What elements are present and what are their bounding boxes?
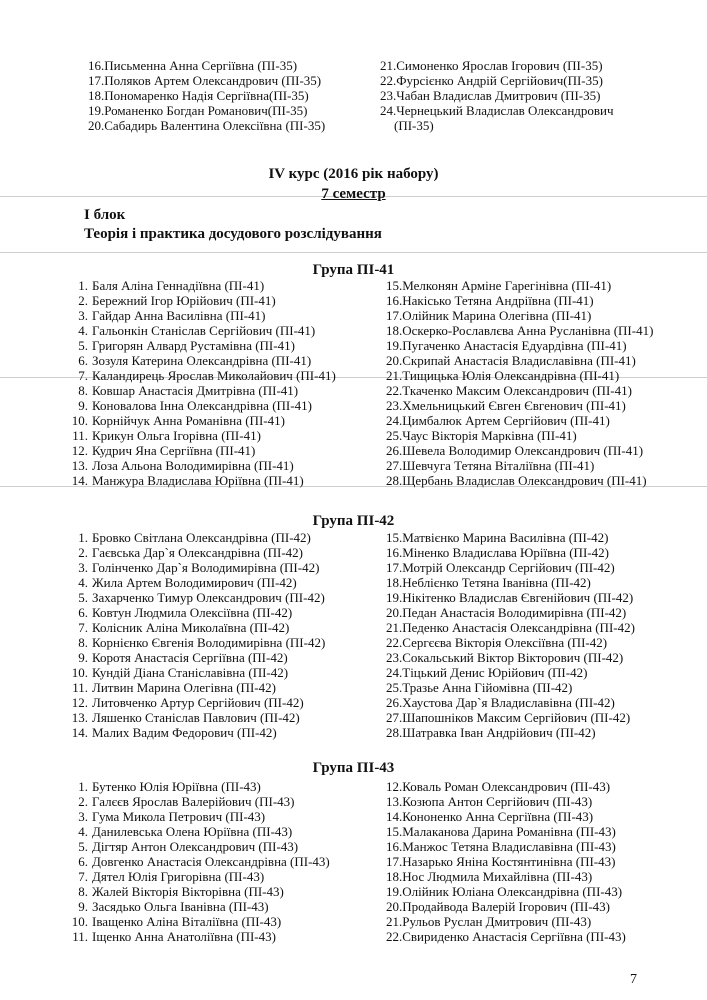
list-item: [70, 575, 325, 590]
group-list-left: [70, 278, 336, 488]
item-number: 6.: [78, 353, 88, 368]
item-number: 1.: [78, 779, 88, 794]
item-number: 4.: [78, 575, 88, 590]
list-item: [70, 914, 330, 929]
student-name: Бережний Ігор Юрійович (ПІ-41): [92, 293, 276, 308]
student-name: Засядько Ольга Іванівна (ПІ-43): [92, 899, 269, 914]
list-item: 19.Романенко Богдан Романович(ПІ-35): [88, 103, 308, 118]
list-item: 27.Шевчуга Тетяна Віталіївна (ПІ-41): [386, 458, 595, 473]
subject-title: Теорія і практика досудового розслідування: [84, 226, 382, 242]
list-item: 23.Сокальський Віктор Вікторович (ПІ-42): [386, 650, 624, 665]
list-item: [70, 398, 336, 413]
item-number: 9.: [78, 899, 88, 914]
list-item: 27.Шапошніков Максим Сергійович (ПІ-42): [386, 710, 631, 725]
list-item: 17.Поляков Артем Олександрович (ПІ-35): [88, 73, 322, 88]
group-list-left: [70, 530, 325, 740]
item-number: 2.: [78, 794, 88, 809]
student-name: Іващенко Аліна Віталіївна (ПІ-43): [92, 914, 282, 929]
item-number: 12.: [71, 443, 88, 458]
list-item: 21.Рульов Руслан Дмитрович (ПІ-43): [386, 914, 592, 929]
semester-title: 7 семестр: [321, 186, 386, 202]
list-item: [70, 293, 336, 308]
list-item: [70, 428, 336, 443]
list-item: 15.Матвієнко Марина Василівна (ПІ-42): [386, 530, 609, 545]
list-item: [70, 665, 325, 680]
item-number: 11.: [72, 428, 88, 443]
student-name: Корнійчук Анна Романівна (ПІ-41): [92, 413, 285, 428]
list-item: 23.Чабан Владислав Дмитрович (ПІ-35): [380, 88, 601, 103]
student-name: Коротя Анастасія Сергіївна (ПІ-42): [92, 650, 288, 665]
list-item: 16.Міненко Владислава Юріївна (ПІ-42): [386, 545, 609, 560]
list-item: [70, 308, 336, 323]
student-name: Бровко Світлана Олександрівна (ПІ-42): [92, 530, 311, 545]
student-name: Колісник Аліна Миколаївна (ПІ-42): [92, 620, 290, 635]
block-heading: [84, 206, 382, 244]
list-item: [70, 368, 336, 383]
student-name: Зозуля Катерина Олександрівна (ПІ-41): [92, 353, 312, 368]
list-item: 26.Хаустова Дар`я Владиславівна (ПІ-42): [386, 695, 615, 710]
list-item: 15.Мелконян Арміне Гарегінівна (ПІ-41): [386, 278, 612, 293]
list-item: 17.Олійник Марина Олегівна (ПІ-41): [386, 308, 592, 323]
group-title: Група ПІ-41: [312, 262, 395, 278]
student-name: Каландирець Ярослав Миколайович (ПІ-41): [92, 368, 336, 383]
list-item: 15.Малаканова Дарина Романівна (ПІ-43): [386, 824, 616, 839]
item-number: 3.: [78, 809, 88, 824]
list-item: 28.Шатравка Іван Андрійович (ПІ-42): [386, 725, 596, 740]
list-item: 20.Продайвода Валерій Ігорович (ПІ-43): [386, 899, 610, 914]
student-name: Ковшар Анастасія Дмитрівна (ПІ-41): [92, 383, 299, 398]
student-name: Гайдар Анна Василівна (ПІ-41): [92, 308, 266, 323]
student-name: Іщенко Анна Анатоліївна (ПІ-43): [92, 929, 276, 944]
item-number: 9.: [78, 650, 88, 665]
list-item: 19.Олійник Юліана Олександрівна (ПІ-43): [386, 884, 623, 899]
student-name: Коновалова Інна Олександрівна (ПІ-41): [92, 398, 312, 413]
item-number: 5.: [78, 590, 88, 605]
student-name: Кундій Діана Станіславівна (ПІ-42): [92, 665, 289, 680]
item-number: 7.: [78, 368, 88, 383]
student-name: Крикун Ольга Ігорівна (ПІ-41): [92, 428, 261, 443]
student-name: Баля Аліна Геннадіївна (ПІ-41): [92, 278, 265, 293]
student-name: Бутенко Юлія Юріївна (ПІ-43): [92, 779, 261, 794]
student-name: Ляшенко Станіслав Павлович (ПІ-42): [92, 710, 300, 725]
list-item: [70, 854, 330, 869]
list-item: 24.Цимбалюк Артем Сергійович (ПІ-41): [386, 413, 610, 428]
scan-artifact: [0, 252, 707, 253]
list-item: 18.Неблієнко Тетяна Іванівна (ПІ-42): [386, 575, 591, 590]
item-number: 2.: [78, 293, 88, 308]
student-name: Галєєв Ярослав Валерійович (ПІ-43): [92, 794, 295, 809]
student-name: Малих Вадим Федорович (ПІ-42): [92, 725, 277, 740]
list-item: 25.Тразье Анна Гійомівна (ПІ-42): [386, 680, 573, 695]
student-name: Дігтяр Антон Олександрович (ПІ-43): [92, 839, 299, 854]
list-item: [70, 590, 325, 605]
item-number: 5.: [78, 338, 88, 353]
item-number: 3.: [78, 560, 88, 575]
student-name: Манжура Владислава Юріївна (ПІ-41): [92, 473, 304, 488]
student-name: Корнієнко Євгенія Володимирівна (ПІ-42): [92, 635, 326, 650]
list-item: [70, 779, 330, 794]
list-item: 13.Козюпа Антон Сергійович (ПІ-43): [386, 794, 593, 809]
item-number: 14.: [71, 473, 88, 488]
list-item: 26.Шевела Володимир Олександрович (ПІ-41): [386, 443, 644, 458]
list-item: 21.Тищицька Юлія Олександрівна (ПІ-41): [386, 368, 620, 383]
list-item: 16.Письменна Анна Сергіївна (ПІ-35): [88, 58, 298, 73]
list-item: [70, 794, 330, 809]
list-item: 18.Пономаренко Надія Сергіївна(ПІ-35): [88, 88, 309, 103]
list-item: [70, 680, 325, 695]
list-item: 18.Нос Людмила Михайлівна (ПІ-43): [386, 869, 593, 884]
list-item: [70, 635, 325, 650]
list-item: [70, 710, 325, 725]
item-number: 12.: [71, 695, 88, 710]
item-number: 7.: [78, 869, 88, 884]
item-number: 10.: [71, 914, 88, 929]
list-item: [70, 560, 325, 575]
list-item: [70, 620, 325, 635]
list-item: 19.Нікітенко Владислав Євгенійович (ПІ-42): [386, 590, 634, 605]
item-number: 14.: [71, 725, 88, 740]
item-number: 10.: [71, 665, 88, 680]
list-item: 16.Манжос Тетяна Владиславівна (ПІ-43): [386, 839, 616, 854]
item-number: 1.: [78, 530, 88, 545]
page-number: 7: [630, 972, 637, 987]
student-name: Ковтун Людмила Олексіївна (ПІ-42): [92, 605, 293, 620]
list-item: [70, 809, 330, 824]
list-item: [70, 443, 336, 458]
item-number: 5.: [78, 839, 88, 854]
list-item: 20.Сабадирь Валентина Олексіївна (ПІ-35): [88, 118, 326, 133]
list-item: 25.Чаус Вікторія Марківна (ПІ-41): [386, 428, 577, 443]
student-name: Захарченко Тимур Олександрович (ПІ-42): [92, 590, 325, 605]
list-item: [70, 353, 336, 368]
list-item: 22.Сергєєва Вікторія Олексіївна (ПІ-42): [386, 635, 608, 650]
student-name: Дятел Юлія Григорівна (ПІ-43): [92, 869, 265, 884]
list-item: 21.Симоненко Ярослав Ігорович (ПІ-35): [380, 58, 603, 73]
student-name: Григорян Алвард Рустамівна (ПІ-41): [92, 338, 295, 353]
list-item: [70, 839, 330, 854]
item-number: 8.: [78, 383, 88, 398]
list-item: [70, 899, 330, 914]
block-label: І блок: [84, 207, 126, 223]
student-name: Гаєвська Дар`я Олександрівна (ПІ-42): [92, 545, 303, 560]
list-item: 24.Чернецький Владислав Олександрович: [380, 103, 614, 118]
group-list-right: [386, 779, 626, 944]
list-item: 21.Педенко Анастасія Олександрівна (ПІ-42): [386, 620, 635, 635]
list-item: 14.Кононенко Анна Сергіївна (ПІ-43): [386, 809, 594, 824]
list-item: [70, 413, 336, 428]
group-list-left: [70, 779, 330, 944]
list-item: [70, 869, 330, 884]
group-list-right: [386, 278, 653, 488]
top-list-left: [88, 58, 325, 133]
list-item: [70, 338, 336, 353]
item-number: 2.: [78, 545, 88, 560]
list-item: [70, 545, 325, 560]
item-number: 7.: [78, 620, 88, 635]
list-item: 23.Хмельницький Євген Євгенович (ПІ-41): [386, 398, 626, 413]
list-item: 28.Щербань Владислав Олександрович (ПІ-41): [386, 473, 647, 488]
student-name: Голінченко Дар`я Володимирівна (ПІ-42): [92, 560, 320, 575]
course-title: IV курс (2016 рік набору): [268, 166, 439, 182]
student-name: Жалей Вікторія Вікторівна (ПІ-43): [92, 884, 284, 899]
item-number: 6.: [78, 854, 88, 869]
item-number: 10.: [71, 413, 88, 428]
item-number: 13.: [71, 710, 88, 725]
student-name: Данилевська Олена Юріївна (ПІ-43): [92, 824, 293, 839]
list-item: [70, 884, 330, 899]
group-list-right: [386, 530, 635, 740]
item-number: 11.: [72, 680, 88, 695]
student-name: Литовченко Артур Сергійович (ПІ-42): [92, 695, 304, 710]
list-item: 17.Мотрій Олександр Сергійович (ПІ-42): [386, 560, 615, 575]
item-number: 9.: [78, 398, 88, 413]
list-item: [70, 458, 336, 473]
student-name: Гальонкін Станіслав Сергійович (ПІ-41): [92, 323, 316, 338]
list-item: 22.Фурсієнко Андрій Сергійович(ПІ-35): [380, 73, 603, 88]
item-number: 4.: [78, 323, 88, 338]
item-number: 13.: [71, 458, 88, 473]
item-number: 8.: [78, 635, 88, 650]
list-item: [70, 323, 336, 338]
list-item: 16.Накісько Тетяна Андріївна (ПІ-41): [386, 293, 594, 308]
list-item: 24.Тіцький Денис Юрійович (ПІ-42): [386, 665, 588, 680]
group-title: Група ПІ-42: [312, 513, 395, 529]
student-name: Литвин Марина Олегівна (ПІ-42): [92, 680, 276, 695]
list-item: 22.Ткаченко Максим Олександрович (ПІ-41): [386, 383, 632, 398]
list-item: [70, 824, 330, 839]
list-item: 20.Педан Анастасія Володимирівна (ПІ-42): [386, 605, 627, 620]
list-item: 20.Скрипай Анастасія Владиславівна (ПІ-41): [386, 353, 636, 368]
list-item: 18.Оскерко-Рославлєва Анна Русланівна (ПІ-41): [386, 323, 654, 338]
list-item: [70, 650, 325, 665]
list-item: [70, 473, 336, 488]
list-item: [70, 383, 336, 398]
list-item: [70, 725, 325, 740]
list-item: [70, 929, 330, 944]
item-number: 3.: [78, 308, 88, 323]
student-name: Жила Артем Володимирович (ПІ-42): [92, 575, 297, 590]
student-name: Лоза Альона Володимирівна (ПІ-41): [92, 458, 294, 473]
list-item: 22.Свириденко Анастасія Сергіївна (ПІ-43): [386, 929, 626, 944]
list-item: [70, 695, 325, 710]
group-title: Група ПІ-43: [312, 760, 395, 776]
student-name: Довгенко Анастасія Олександрівна (ПІ-43): [92, 854, 330, 869]
item-number: 6.: [78, 605, 88, 620]
list-item: 12.Коваль Роман Олександрович (ПІ-43): [386, 779, 611, 794]
student-name: Кудрич Яна Сергіївна (ПІ-41): [92, 443, 256, 458]
student-name: Гума Микола Петрович (ПІ-43): [92, 809, 266, 824]
list-item: [70, 530, 325, 545]
item-number: 4.: [78, 824, 88, 839]
list-item: [70, 605, 325, 620]
top-list-right: [380, 58, 614, 133]
list-item: (ПІ-35): [394, 118, 434, 133]
item-number: 1.: [78, 278, 88, 293]
list-item: 19.Пугаченко Анастасія Едуардівна (ПІ-41): [386, 338, 627, 353]
item-number: 8.: [78, 884, 88, 899]
list-item: [70, 278, 336, 293]
list-item: 17.Назарько Яніна Костянтинівна (ПІ-43): [386, 854, 616, 869]
item-number: 11.: [72, 929, 88, 944]
